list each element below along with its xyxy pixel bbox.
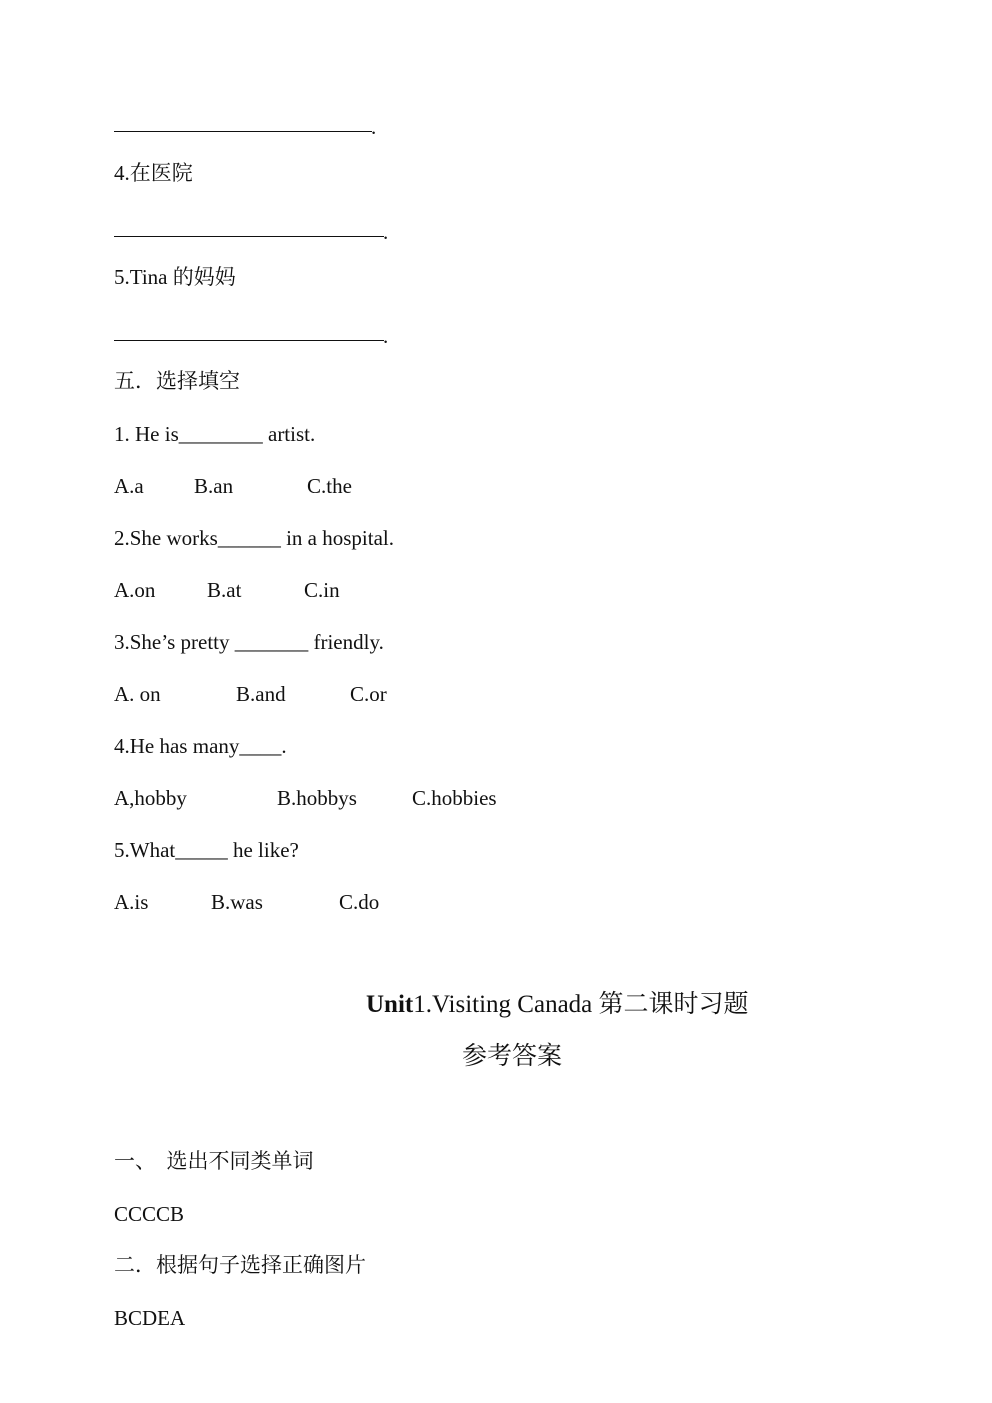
question-3-stem: 3.She’s pretty _______ friendly. — [114, 630, 384, 654]
item-5-label: 5.Tina 的妈妈 — [114, 265, 236, 289]
option-b: B.at — [207, 578, 242, 602]
option-a: A.on — [114, 578, 156, 602]
section-5-heading: 五．选择填空 — [114, 369, 240, 393]
blank-period: . — [371, 115, 377, 139]
option-a: A. on — [114, 682, 161, 706]
answer-section-1-heading: 一、 选出不同类单词 — [114, 1149, 314, 1173]
option-b: B.hobbys — [277, 786, 357, 810]
option-c: C.the — [307, 474, 352, 498]
question-4-stem: 4.He has many____. — [114, 734, 287, 758]
question-1-stem: 1. He is________ artist. — [114, 422, 316, 446]
option-c: C.hobbies — [412, 786, 497, 810]
option-a: A,hobby — [114, 786, 187, 810]
answer-section-2-heading: 二．根据句子选择正确图片 — [114, 1253, 366, 1277]
option-b: B.was — [211, 890, 263, 914]
option-c: C.in — [304, 578, 340, 602]
answer-section-2-answer: BCDEA — [114, 1306, 186, 1330]
question-2-stem: 2.She works______ in a hospital. — [114, 526, 394, 550]
option-a: A.a — [114, 474, 144, 498]
answer-section-1-answer: CCCCB — [114, 1202, 185, 1226]
blank-period: . — [383, 220, 389, 244]
blank-line — [114, 131, 372, 132]
blank-line — [114, 236, 384, 237]
option-c: C.do — [339, 890, 380, 914]
title-bold: Unit — [366, 991, 414, 1018]
title-rest: 1.Visiting Canada 第二课时习题 — [413, 991, 749, 1018]
item-4-label: 4.在医院 — [114, 161, 193, 185]
option-a: A.is — [114, 890, 149, 914]
answer-key-title — [366, 990, 749, 1020]
option-c: C.or — [350, 682, 387, 706]
blank-line — [114, 340, 384, 341]
option-b: B.and — [236, 682, 286, 706]
answer-key-subtitle: 参考答案 — [462, 1043, 563, 1070]
option-b: B.an — [194, 474, 234, 498]
question-5-stem: 5.What_____ he like? — [114, 838, 299, 862]
blank-period: . — [383, 324, 389, 348]
